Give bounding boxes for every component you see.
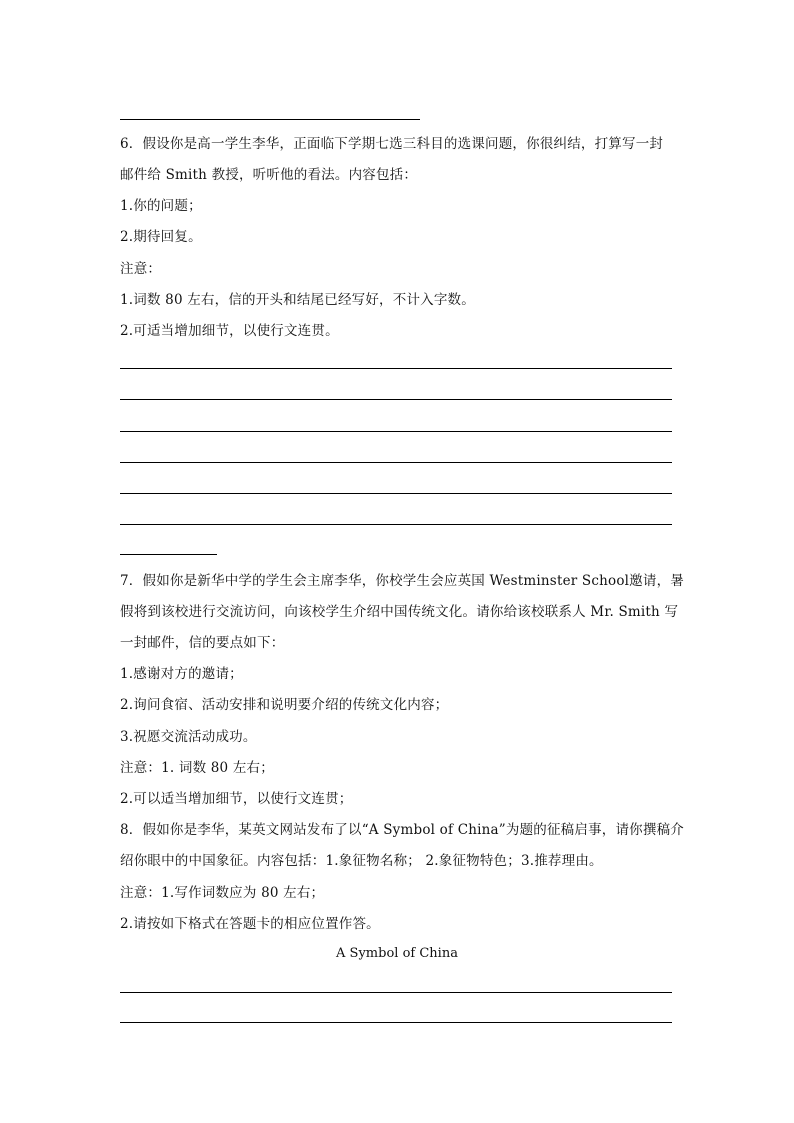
q7-prompt-line-3: 一封邮件，信的要点如下： [120, 635, 285, 651]
answer-line [120, 493, 672, 494]
q6-item-1: 1.你的问题； [120, 198, 202, 214]
answer-line [120, 431, 672, 432]
answer-line [120, 368, 672, 369]
answer-line [120, 992, 672, 993]
q6-note-title: 注意： [120, 261, 162, 277]
answer-line [120, 524, 672, 525]
q8-note-2: 2.请按如下格式在答题卡的相应位置作答。 [120, 916, 380, 932]
answer-line [120, 399, 672, 400]
essay-title: A Symbol of China [336, 946, 458, 961]
answer-line-short [120, 554, 217, 555]
q6-item-2: 2.期待回复。 [120, 229, 202, 245]
answer-line [120, 1022, 672, 1023]
q6-note-2: 2.可适当增加细节，以使行文连贯。 [120, 323, 339, 339]
q7-note-2: 2.可以适当增加细节，以使行文连贯； [120, 791, 353, 807]
answer-line [120, 462, 672, 463]
q6-prompt-line-1: 6．假设你是高一学生李华，正面临下学期七选三科目的选课问题，你很纠结，打算写一封 [120, 136, 664, 152]
answer-line-short [120, 119, 420, 120]
q8-prompt-line-1: 8．假如你是李华，某英文网站发布了以“A Symbol of China”为题的征稿启事，请你撰稿介 [120, 822, 684, 838]
q8-prompt-line-2: 绍你眼中的中国象征。内容包括：1.象征物名称； 2.象征物特色；3.推荐理由。 [120, 853, 603, 869]
q6-prompt-line-2: 邮件给 Smith 教授，听听他的看法。内容包括： [120, 167, 418, 183]
q7-item-1: 1.感谢对方的邀请； [120, 666, 243, 682]
q6-note-1: 1.词数 80 左右，信的开头和结尾已经写好，不计入字数。 [120, 292, 475, 308]
q7-item-2: 2.询问食宿、活动安排和说明要介绍的传统文化内容； [120, 697, 449, 713]
q7-item-3: 3.祝愿交流活动成功。 [120, 729, 257, 745]
q7-prompt-line-2: 假将到该校进行交流访问，向该校学生介绍中国传统文化。请你给该校联系人 Mr. Smith 写 [120, 604, 679, 620]
q7-note-1: 注意：1. 词数 80 左右； [120, 760, 274, 776]
q7-prompt-line-1: 7．假如你是新华中学的学生会主席李华，你校学生会应英国 Westminster School邀请，暑 [120, 573, 684, 589]
q8-note-1: 注意：1.写作词数应为 80 左右； [120, 885, 325, 901]
